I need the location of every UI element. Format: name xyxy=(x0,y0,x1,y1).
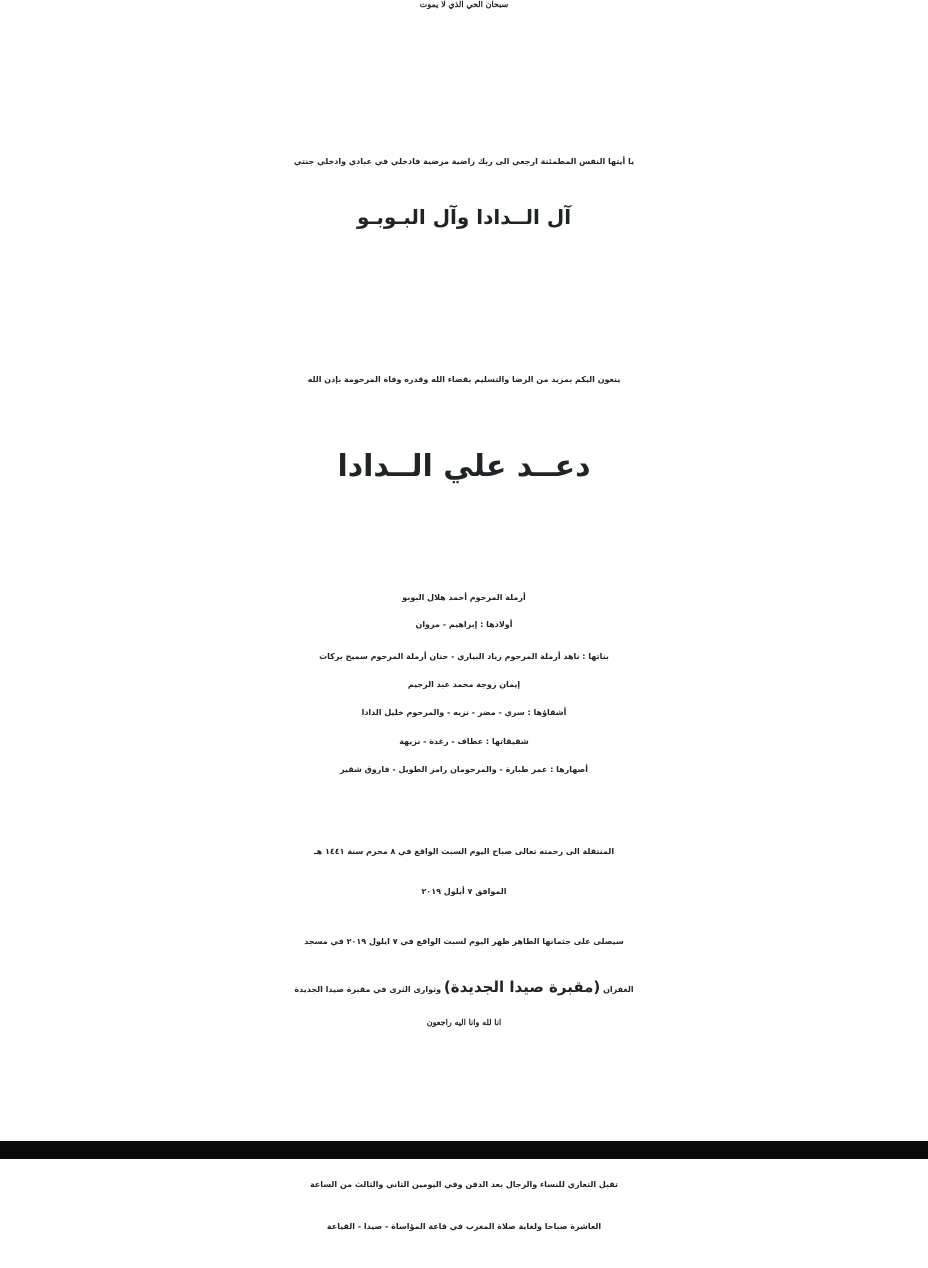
burial-place: وتوارى الثرى في مقبرة صيدا الجديدة xyxy=(294,985,442,994)
relatives-brothers: أشقاؤها : سري - مضر - نزيه - والمرحوم خليل الدادا xyxy=(361,708,567,717)
condolences-line-2: العاشرة صباحا ولغاية صلاة المغرب في قاعة المؤاساة - صيدا - القياعة xyxy=(326,1222,602,1231)
relatives-sisters: شقيقاتها : عطاف - رغدة - نزيهة xyxy=(399,737,529,746)
families-title: آل الــدادا وآل البـوبـو xyxy=(356,205,572,229)
quran-verse: يا أيتها النفس المطمئنة ارجعي الى ربك راضية مرضية فادخلي في عبادي وادخلي جنتي xyxy=(293,157,635,166)
burial-line xyxy=(0,978,928,996)
condolences-line-1: تقبل التعازي للنساء والرجال بعد الدفن وفي اليومين الثاني والثالث من الساعة xyxy=(309,1180,619,1189)
relatives-in-laws: أصهارها : عمر طبارة - والمرحومان رامز الطويل - فاروق شقير xyxy=(340,765,588,774)
mosque-name: الغفران xyxy=(603,985,634,994)
header-calligraphy: سبحان الحي الذي لا يموت xyxy=(419,0,509,9)
relatives-sons: أولادها : إبراهيم - مروان xyxy=(415,620,513,629)
footer-calligraphy: انا لله وانا اليه راجعون xyxy=(426,1017,502,1027)
death-date-line: المنتقلة الى رحمته تعالى صباح اليوم السبت الواقع في ٨ محرم سنة ١٤٤١ هـ xyxy=(313,847,615,856)
relatives-widow-of: أرملة المرحوم أحمد هلال البوبو xyxy=(402,593,526,602)
cemetery-note: (مقبرة صيدا الجديدة) xyxy=(443,978,601,996)
relatives-daughters-cont: إيمان زوجة محمد عبد الرحيم xyxy=(407,680,521,689)
section-divider xyxy=(0,1141,928,1159)
funeral-prayer-line: سيصلى على جثمانها الطاهر ظهر اليوم لسبت الواقع في ٧ ايلول ٢٠١٩ في مسجد xyxy=(304,937,624,946)
announcement-text: ينعون اليكم بمزيد من الرضا والتسليم بقضاء الله وقدره وفاة المرحومة بإذن الله xyxy=(307,375,621,384)
relatives-daughters: بناتها : ناهد أرملة المرحوم زياد البياري - حنان أرملة المرحوم سميح بركات xyxy=(319,652,609,661)
death-gregorian-date: الموافق ٧ أيلول ٢٠١٩ xyxy=(421,887,507,896)
deceased-name: دعــد علي الــدادا xyxy=(337,449,591,484)
